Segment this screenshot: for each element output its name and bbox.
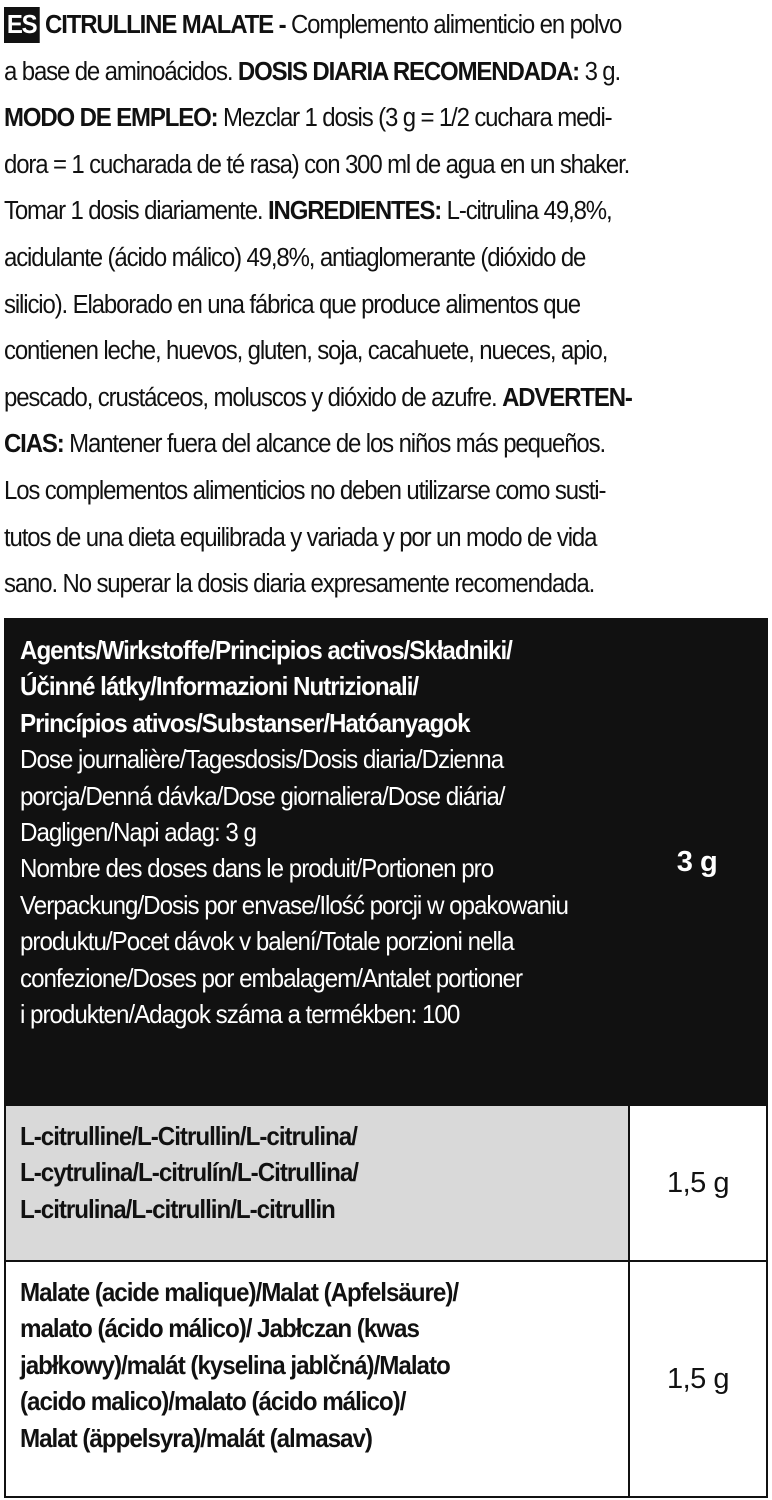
ingredient-cell — [6, 1106, 628, 1260]
body-text: silicio). Elaborado en una fábrica que produce alimentos que — [4, 290, 580, 319]
ingredient-name-line: L-citrulina/L-citrullin/L-citrullin — [20, 1193, 335, 1224]
header-info-line: produktu/Pocet dávok v balení/Totale porzioni nella — [20, 926, 514, 957]
body-text: dora = 1 cucharada de té rasa) con 300 ml de agua en un shaker. — [4, 150, 630, 179]
body-text: Mantener fuera del alcance de los niños más pequeños. — [63, 430, 605, 459]
amount-value: 1,5 g — [667, 1166, 729, 1199]
paragraph-line — [4, 142, 765, 189]
paragraph-line — [4, 282, 765, 329]
nutrition-table — [4, 618, 768, 1498]
body-text: 3 g. — [579, 57, 621, 86]
header-cell — [6, 620, 628, 1104]
paragraph-line — [4, 49, 765, 96]
table-header-row — [6, 620, 766, 1104]
daily-dose-value: 3 g — [676, 845, 718, 878]
header-info-line: Dose journalière/Tagesdosis/Dosis diaria/Dzienna — [20, 744, 504, 775]
bold-heading: CITRULLINE MALATE - — [45, 11, 291, 39]
ingredient-name-line: (acido malico)/malato (ácido málico)/ — [20, 1386, 406, 1417]
paragraph-line — [4, 375, 765, 422]
header-info-line: confezione/Doses por embalagem/Antalet portioner — [20, 962, 522, 993]
paragraph-line — [4, 95, 765, 142]
header-info-line: i produkten/Adagok száma a termékben: 100 — [20, 999, 460, 1030]
ingredient-name-line: Malate (acide malique)/Malat (Apfelsäure)/ — [20, 1277, 459, 1307]
paragraph-line — [4, 421, 765, 468]
table-row — [6, 1260, 766, 1496]
bold-heading: DOSIS DIARIA RECOMENDADA: — [237, 57, 580, 86]
bold-heading: CIAS: — [4, 430, 64, 459]
header-info-line: Verpackung/Dosis por envase/Ilość porcji w opakowaniu — [20, 889, 568, 920]
ingredient-name-line: Malat (äppelsyra)/malát (almasav) — [20, 1422, 372, 1453]
header-info-line: Nombre des doses dans le produit/Portionen pro — [20, 853, 494, 884]
paragraph-line — [4, 235, 765, 282]
body-text: acidulante (ácido málico) 49,8%, antiaglomerante (dióxido de — [4, 243, 586, 272]
body-text: pescado, crustáceos, moluscos y dióxido de azufre. — [4, 383, 503, 412]
product-description — [4, 2, 765, 608]
bold-heading: ADVERTEN- — [502, 383, 632, 412]
paragraph-line — [4, 2, 765, 49]
ingredient-name-line: L-cytrulina/L-citrulín/L-Citrullina/ — [20, 1157, 358, 1188]
header-title-line: Princípios ativos/Substanser/Hatóanyagok — [20, 707, 470, 738]
amount-cell — [628, 1262, 766, 1496]
amount-cell — [628, 1106, 766, 1260]
header-title-line: Účinné látky/Informazioni Nutrizionali/ — [20, 671, 419, 702]
table-row — [6, 1104, 766, 1260]
paragraph-line — [4, 468, 765, 515]
bold-heading: INGREDIENTES: — [267, 197, 442, 226]
header-info-line: Dagligen/Napi adag: 3 g — [20, 817, 256, 848]
body-text: sano. No superar la dosis diaria expresamente recomendada. — [4, 570, 595, 599]
body-text: tutos de una dieta equilibrada y variada y por un modo de vida — [4, 523, 597, 552]
amount-value: 1,5 g — [667, 1362, 729, 1395]
header-title-line: Agents/Wirkstoffe/Principios activos/Składniki/ — [20, 635, 512, 665]
body-text: contienen leche, huevos, gluten, soja, cacahuete, nueces, apio, — [4, 337, 608, 366]
ingredient-name-line: L-citrulline/L-Citrullin/L-citrulina/ — [20, 1121, 357, 1151]
paragraph-line — [4, 328, 765, 375]
bold-heading: MODO DE EMPLEO: — [4, 104, 218, 133]
paragraph-line — [4, 515, 765, 562]
ingredient-name-line: jabłkowy)/malát (kyselina jablčná)/Malato — [20, 1349, 450, 1380]
language-badge: ES — [4, 7, 39, 43]
body-text: a base de aminoácidos. — [4, 57, 238, 86]
body-text: Complemento alimenticio en polvo — [290, 11, 622, 39]
body-text: Los complementos alimenticios no deben utilizarse como susti- — [4, 476, 606, 505]
body-text: Mezclar 1 dosis (3 g = 1/2 cuchara medi- — [217, 104, 612, 133]
header-info-line: porcja/Denná dávka/Dose giornaliera/Dose diária/ — [20, 780, 505, 811]
header-value-cell — [628, 620, 766, 1104]
paragraph-line — [4, 561, 765, 608]
ingredient-name-line: malato (ácido málico)/ Jabłczan (kwas — [20, 1313, 419, 1344]
paragraph-line — [4, 188, 765, 235]
body-text: L-citrulina 49,8%, — [441, 197, 612, 226]
ingredient-cell — [6, 1262, 628, 1496]
body-text: Tomar 1 dosis diariamente. — [4, 197, 268, 226]
